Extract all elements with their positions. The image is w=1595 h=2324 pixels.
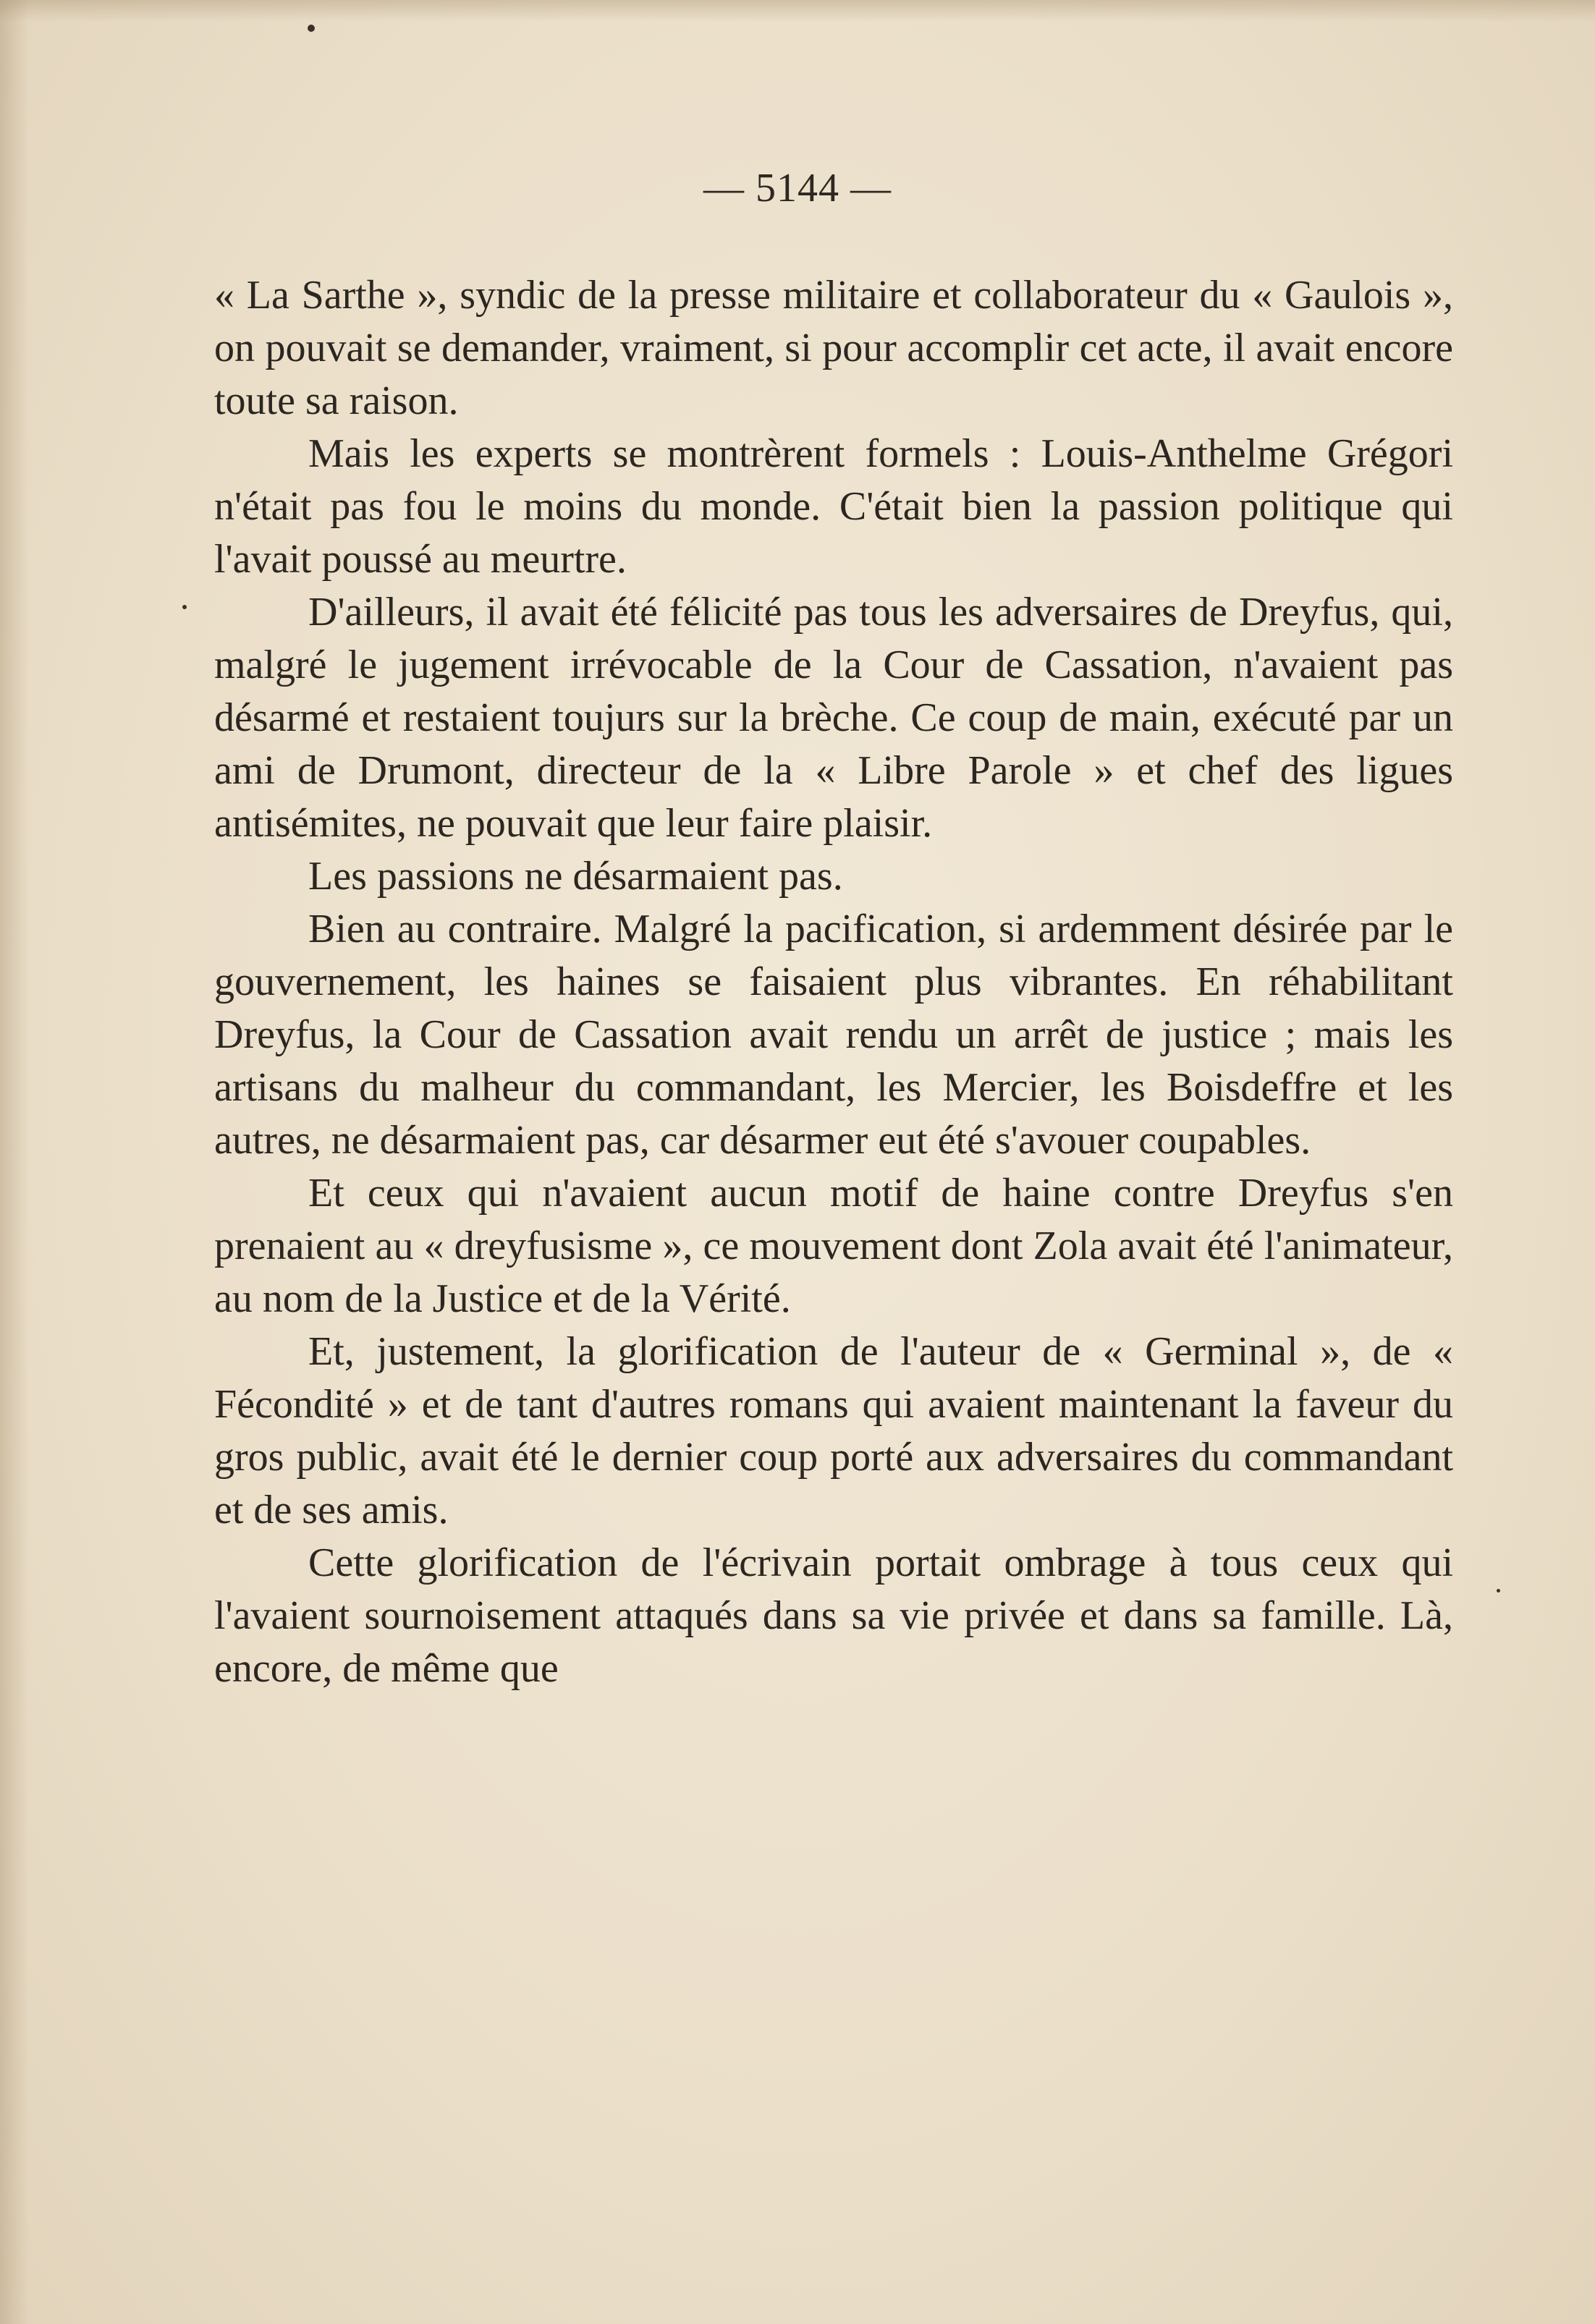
page-number: — 5144 —: [703, 166, 892, 211]
ink-speck: [308, 25, 315, 32]
paragraph: D'ailleurs, il avait été félicité pas tous les adversaires de Dreyfus, qui, malgré le jugement irrévocable de la Cour de Cassation, n'avaient pas désarmé et restaient toujurs sur la brèche. Ce coup de main, exécuté par un ami de Drumont, directeur de la « Libre Parole » et chef des ligues antisémites, ne pouvait que leur faire plaisir.: [214, 590, 1453, 846]
paragraph: Et, justement, la glorification de l'auteur de « Germinal », de « Fécondité » et de tant d'autres romans qui avaient maintenant la faveur du gros public, avait été le dernier coup porté aux adversaires du commandant et de ses amis.: [214, 1329, 1453, 1532]
paragraph: Mais les experts se montrèrent formels : Louis-Anthelme Grégori n'était pas fou le moins du monde. C'était bien la passion politique qui l'avait poussé au meurtre.: [214, 431, 1453, 582]
ink-speck: [1497, 1589, 1500, 1593]
paragraph: Cette glorification de l'écrivain portait ombrage à tous ceux qui l'avaient sournoisement attaqués dans sa vie privée et dans sa famille. Là, encore, de même que: [214, 1540, 1453, 1691]
body-text: [214, 269, 1453, 1695]
ink-speck: [182, 605, 187, 609]
paragraph: Et ceux qui n'avaient aucun motif de haine contre Dreyfus s'en prenaient au « dreyfusisme », ce mouvement dont Zola avait été l'animateur, au nom de la Justice et de la Vérité.: [214, 1171, 1453, 1321]
page-edge-shadow-left: [0, 0, 29, 2324]
paragraph: Les passions ne désarmaient pas.: [308, 854, 843, 899]
page-edge-shadow-top: [0, 0, 1595, 22]
paragraph: « La Sarthe », syndic de la presse militaire et collaborateur du « Gaulois », on pouvait se demander, vraiment, si pour accomplir cet acte, il avait encore toute sa raison.: [214, 273, 1453, 423]
paragraph: Bien au contraire. Malgré la pacification, si ardemment désirée par le gouvernement, les haines se faisaient plus vibrantes. En réhabilitant Dreyfus, la Cour de Cassation avait rendu un arrêt de justice ; mais les artisans du malheur du commandant, les Mercier, les Boisdeffre et les autres, ne désarmaient pas, car désarmer eut été s'avouer coupables.: [214, 907, 1453, 1163]
